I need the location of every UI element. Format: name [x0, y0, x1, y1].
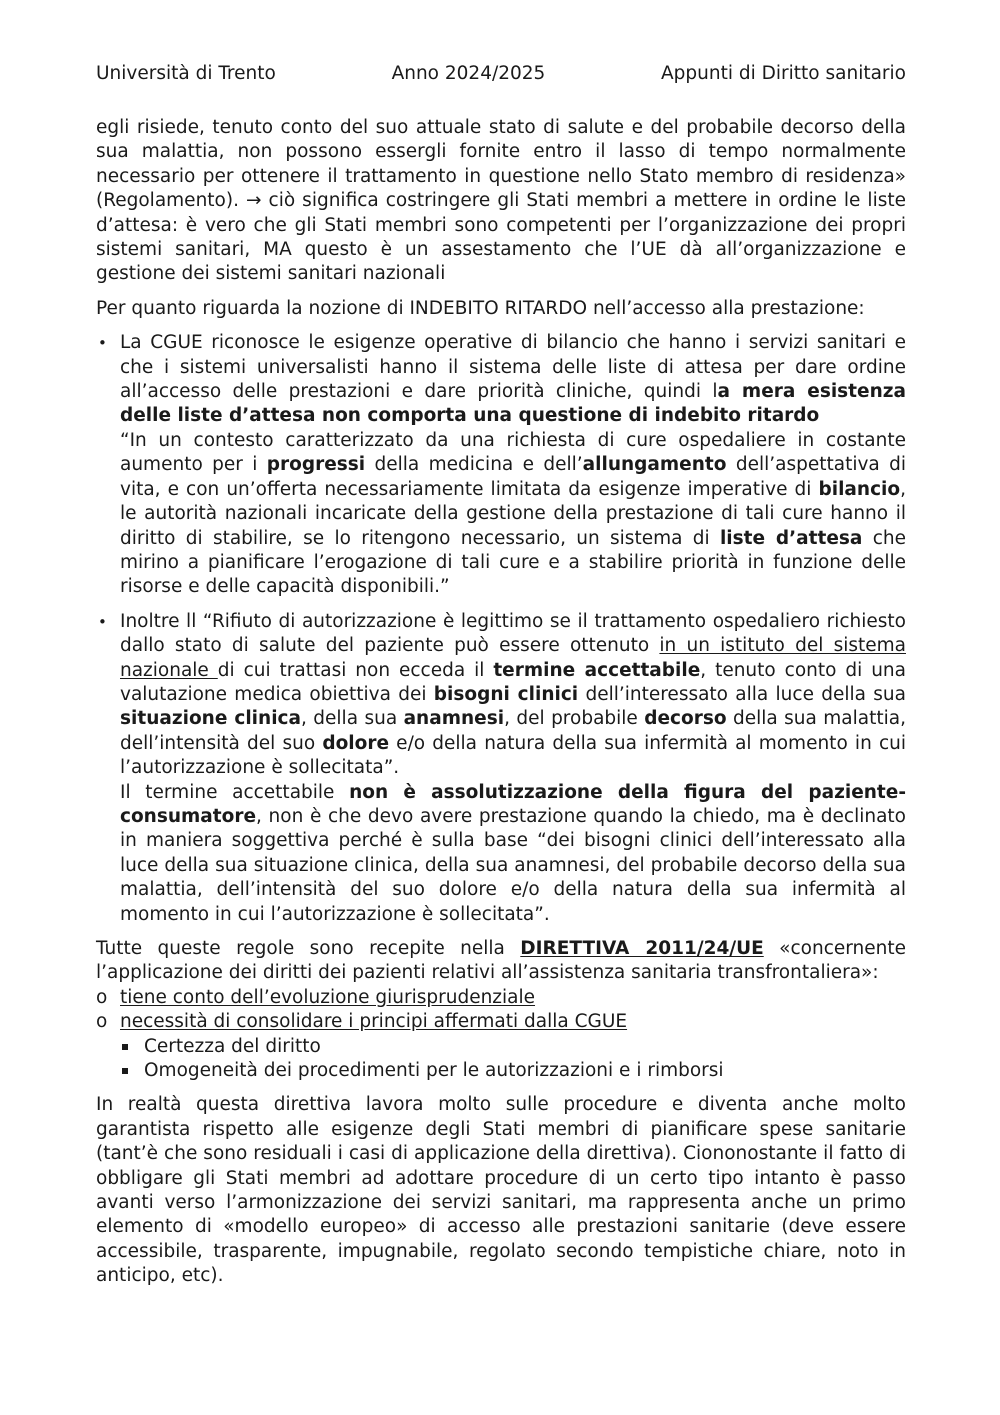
bold-run: bilancio [818, 478, 901, 500]
text-run: della sua malattia, dell’intensità del suo [120, 708, 906, 754]
text-run: dell’aspettativa di vita, e con un’offerta necessariamente limitata da esigenze imperative di [120, 454, 907, 500]
circle-item [96, 986, 906, 1010]
bold-run: bisogni clinici [433, 683, 579, 705]
direttiva-title: DIRETTIVA 2011/24/UE [520, 938, 764, 959]
bold-run: allungamento [582, 454, 727, 476]
text-run: , tenuto conto di una valutazione medica obiettiva dei [120, 659, 906, 705]
bullet-2-termine [120, 781, 906, 927]
bold-run: situazione clinica [120, 708, 301, 730]
bullet-1-quote [120, 429, 906, 600]
paragraph-1: egli risiede, tenuto conto del suo attuale stato di salute e del probabile decorso della sua malattia, non possono essergli fornite entro il lasso di tempo normalmente necessario per ottenere il trattamento in questione nello Stato membro di residenza» (Regolamento). → ciò significa costringere gli Stati membri a mettere in ordine le liste d’attesa: è vero che gli Stati membri sono competenti per l’organizzazione dei propri sistemi sanitari, MA questo è un assestamento che l’UE dà all’organizzazione e gestione dei sistemi sanitari nazionali [96, 117, 906, 285]
bold-run: non è assolutizzazione della figura del paziente-consumatore [120, 781, 907, 827]
text-run: , del probabile [504, 708, 645, 730]
text-run: , le autorità nazionali incaricate della gestione della prestazione di tali cure hanno il diritto di stabilire, se lo ritengono necessario, un sistema di [120, 478, 906, 549]
bold-run: anamnesi [403, 708, 505, 730]
bold-run: liste d’attesa [719, 527, 863, 549]
square-item: Certezza del diritto [96, 1035, 906, 1059]
circle-list [96, 986, 906, 1035]
bullet-1-text [120, 331, 906, 429]
bold-run: termine accettabile [493, 659, 701, 681]
bullet-item-cgue [96, 331, 906, 599]
text-run: e/o della natura della sua infermità al momento in cui l’autorizzazione è sollecitata”. [120, 732, 906, 779]
bullet-2-text [120, 610, 906, 781]
circle-item-text: tiene conto dell’evoluzione giurisprudenziale [120, 986, 536, 1008]
text-run: «concernente l’applicazione dei diritti dei pazienti relativi all’assistenza sanitaria transfrontaliera»: [96, 938, 906, 984]
text-run: della medicina e dell’ [365, 454, 583, 476]
header-year: Anno 2024/2025 [391, 63, 546, 84]
text-run: di cui trattasi non ecceda il [217, 659, 494, 681]
header-title: Appunti di Diritto sanitario [661, 63, 906, 84]
bold-run: dolore [322, 732, 390, 754]
text-run: , della sua [300, 708, 404, 730]
text-run: La CGUE riconosce le esigenze operative di bilancio che hanno i servizi sanitari e che i sistemi universalisti hanno il sistema delle liste di attesa per dare ordine all’accesso delle prestazioni e dare priorità cliniche, quindi l [120, 332, 906, 403]
text-run: Il termine accettabile [120, 781, 350, 803]
document-body [96, 116, 906, 1289]
page-header [96, 60, 906, 88]
bold-run: progressi [266, 454, 366, 476]
circle-item [96, 1010, 906, 1034]
text-run: dell’interessato alla luce della sua [578, 683, 906, 705]
paragraph-conclusion: In realtà questa direttiva lavora molto sulle procedure e diventa anche molto garantista rispetto alle esigenze degli Stati membri di pianificare spese sanitarie (tant’è che sono residuali i casi di applicazione della direttiva). Ciononostante il fatto di obbligare gli Stati membri ad adottare procedure di un certo tipo intanto è passo avanti verso l’armonizzazione dei servizi sanitari, ma rappresenta anche un primo elemento di «modello europeo» di accesso alle prestazioni sanitarie (deve essere accessibile, trasparente, impugnabile, regolato secondo tempistiche chiare, noto in anticipo, etc). [96, 1094, 906, 1287]
bold-run: a mera esistenza delle liste d’attesa non comporta una questione di indebito ritardo [120, 381, 906, 427]
underlined-run: in un istituto del sistema nazionale [120, 635, 906, 681]
text-run: Tutte queste regole sono recepite nella [96, 938, 521, 959]
text-run: che mirino a pianificare l’erogazione di tali cure e a stabilire priorità in funzione delle risorse e delle capacità disponibili.” [120, 527, 906, 598]
square-list [96, 1035, 906, 1084]
bullet-list [96, 331, 906, 927]
bullet-item-rifiuto [96, 610, 906, 927]
circle-item-text: necessità di consolidare i principi affermati dalla CGUE [120, 1011, 628, 1033]
text-run: “In un contesto caratterizzato da una richiesta di cure ospedaliere in costante aumento per i [120, 429, 906, 476]
paragraph-2: Per quanto riguarda la nozione di INDEBITO RITARDO nell’accesso alla prestazione: [96, 297, 865, 319]
text-run: Inoltre ll “Rifiuto di autorizzazione è legittimo se il trattamento ospedaliero richiesto dallo stato di salute del paziente può essere ottenuto [120, 610, 906, 657]
document-page [96, 60, 906, 1299]
header-university: Università di Trento [96, 63, 276, 84]
paragraph-direttiva [96, 937, 906, 986]
text-run: , non è che devo avere prestazione quando la chiedo, ma è declinato in maniera soggettiva perché è sulla base “dei bisogni clinici dell’interessato alla luce della sua situazione clinica, della sua anamnesi, del probabile decorso della sua malattia, dell’intensità del suo dolore e/o della natura della sua infermità al momento in cui l’autorizzazione è sollecitata”. [120, 805, 906, 925]
bold-run: decorso [644, 708, 727, 730]
square-item: Omogeneità dei procedimenti per le autorizzazioni e i rimborsi [96, 1059, 906, 1083]
